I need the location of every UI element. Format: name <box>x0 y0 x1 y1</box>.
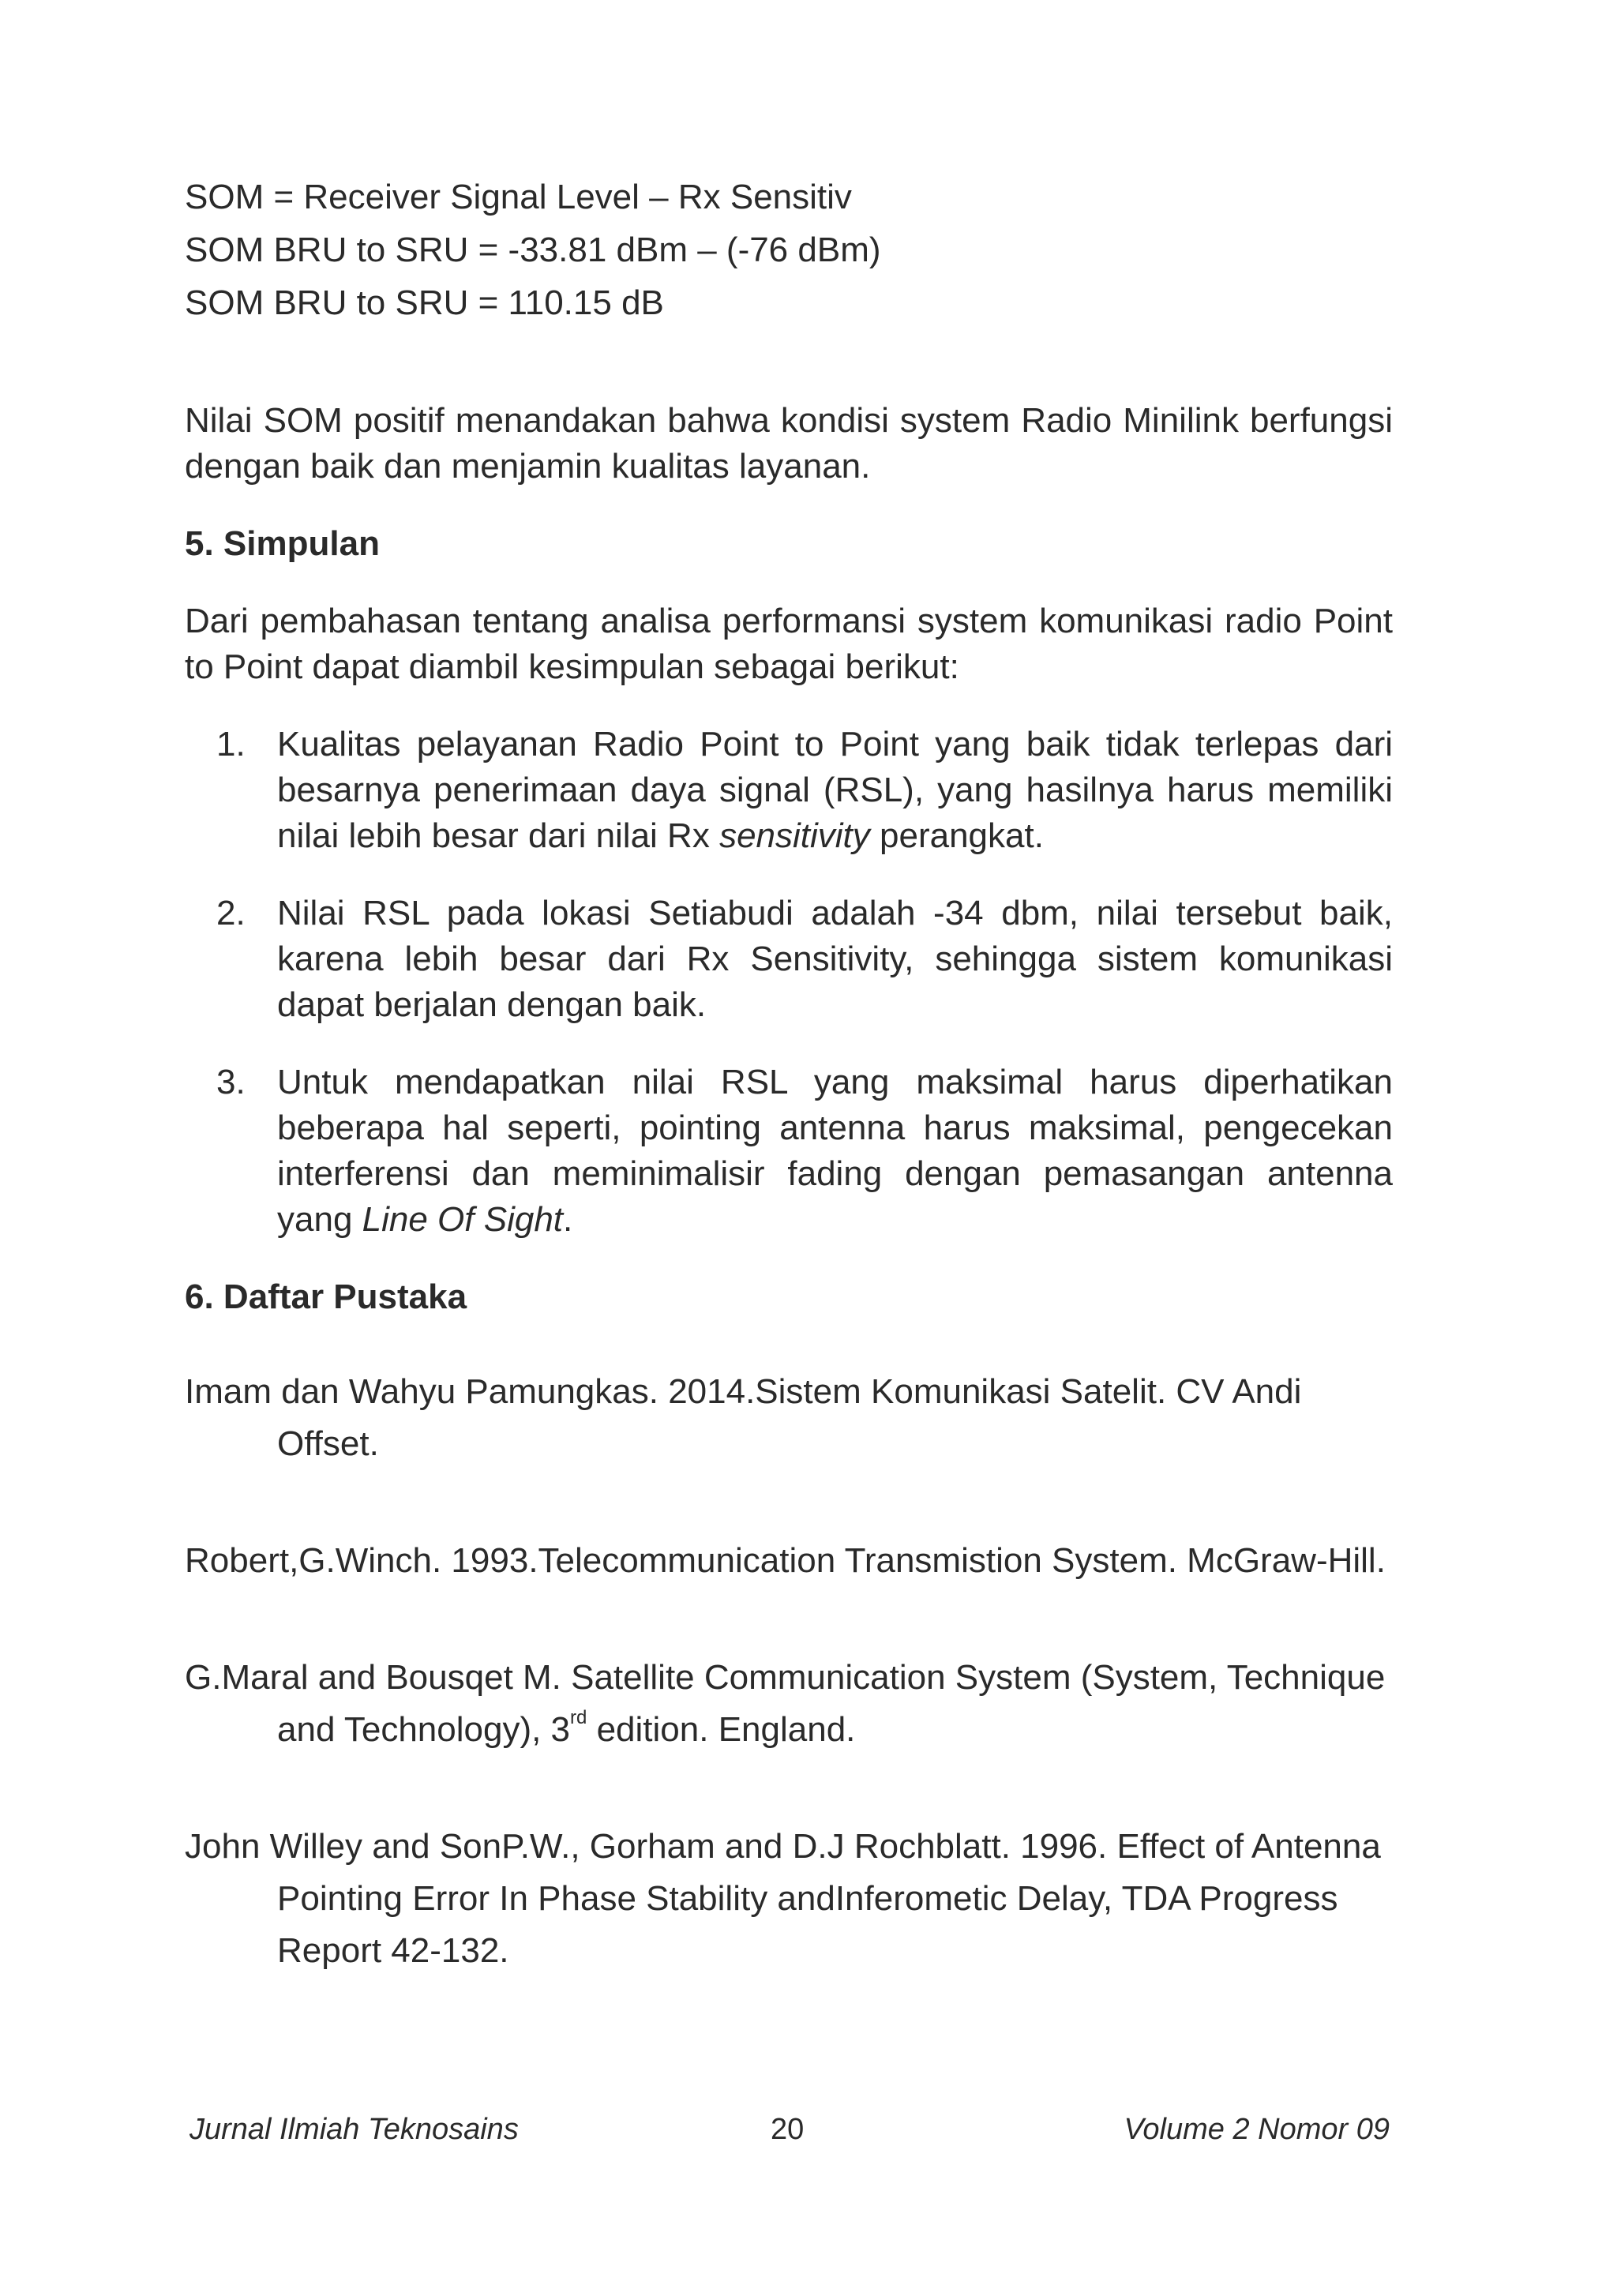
list-number: 3. <box>216 1063 246 1101</box>
list-number: 2. <box>216 894 246 932</box>
footer-journal-name: Jurnal Ilmiah Teknosains <box>189 2113 519 2146</box>
list-text: . <box>563 1200 573 1239</box>
som-paragraph: Nilai SOM positif menandakan bahwa kondisi system Radio Minilink berfungsi dengan baik dan menjamin kualitas layanan. <box>185 401 1393 486</box>
reference-item: Robert,G.Winch. 1993.Telecommunication Transmistion System. McGraw-Hill. <box>185 1541 1386 1580</box>
section-heading-simpulan: 5. Simpulan <box>185 524 380 563</box>
page-body <box>185 171 1393 1977</box>
list-number: 1. <box>216 725 246 763</box>
equation-line: SOM BRU to SRU = 110.15 dB <box>185 283 664 322</box>
reference-item: Imam dan Wahyu Pamungkas. 2014.Sistem Komunikasi Satelit. CV Andi Offset. <box>185 1372 1302 1463</box>
list-text: Kualitas pelayanan Radio Point to Point yang baik tidak terlepas dari besarnya penerimaan daya signal (RSL), yang hasilnya harus memiliki nilai lebih besar dari nilai Rx <box>277 725 1393 855</box>
list-text: perangkat. <box>869 816 1044 855</box>
reference-list <box>185 1366 1393 1977</box>
footer-page-number: 20 <box>771 2113 805 2146</box>
list-text: Nilai RSL pada lokasi Setiabudi adalah -34 dbm, nilai tersebut baik, karena lebih besar dari Rx Sensitivity, sehingga sistem komunikasi dapat berjalan dengan baik. <box>277 894 1393 1024</box>
reference-text: edition. England. <box>587 1710 856 1749</box>
equation-line: SOM BRU to SRU = -33.81 dBm – (-76 dBm) <box>185 231 881 269</box>
list-item <box>185 891 1393 1028</box>
reference-text: G.Maral and Bousqet M. Satellite Communication System (System, Technique and Technology), 3 <box>185 1658 1386 1749</box>
reference-superscript: rd <box>570 1707 587 1728</box>
equation-line: SOM = Receiver Signal Level – Rx Sensitiv <box>185 178 852 216</box>
reference-item <box>185 1652 1393 1756</box>
list-text-italic: sensitivity <box>719 816 870 855</box>
list-item <box>185 1060 1393 1243</box>
reference-item: John Willey and SonP.W., Gorham and D.J Rochblatt. 1996. Effect of Antenna Pointing Error In Phase Stability andInferometic Delay, TDA Progress Report 42-132. <box>185 1827 1381 1970</box>
section-heading-daftar-pustaka: 6. Daftar Pustaka <box>185 1277 467 1316</box>
list-text-italic: Line Of Sight <box>362 1200 564 1239</box>
conclusion-list <box>185 722 1393 1243</box>
list-text: Untuk mendapatkan nilai RSL yang maksimal harus diperhatikan beberapa hal seperti, pointing antenna harus maksimal, pengecekan interferensi dan meminimalisir fading dengan pemasangan antenna yang <box>277 1063 1393 1239</box>
list-item <box>185 722 1393 859</box>
simpulan-intro: Dari pembahasan tentang analisa performansi system komunikasi radio Point to Point dapat diambil kesimpulan sebagai berikut: <box>185 602 1393 686</box>
footer-volume: Volume 2 Nomor 09 <box>1124 2113 1390 2146</box>
page-footer <box>189 2110 1390 2149</box>
